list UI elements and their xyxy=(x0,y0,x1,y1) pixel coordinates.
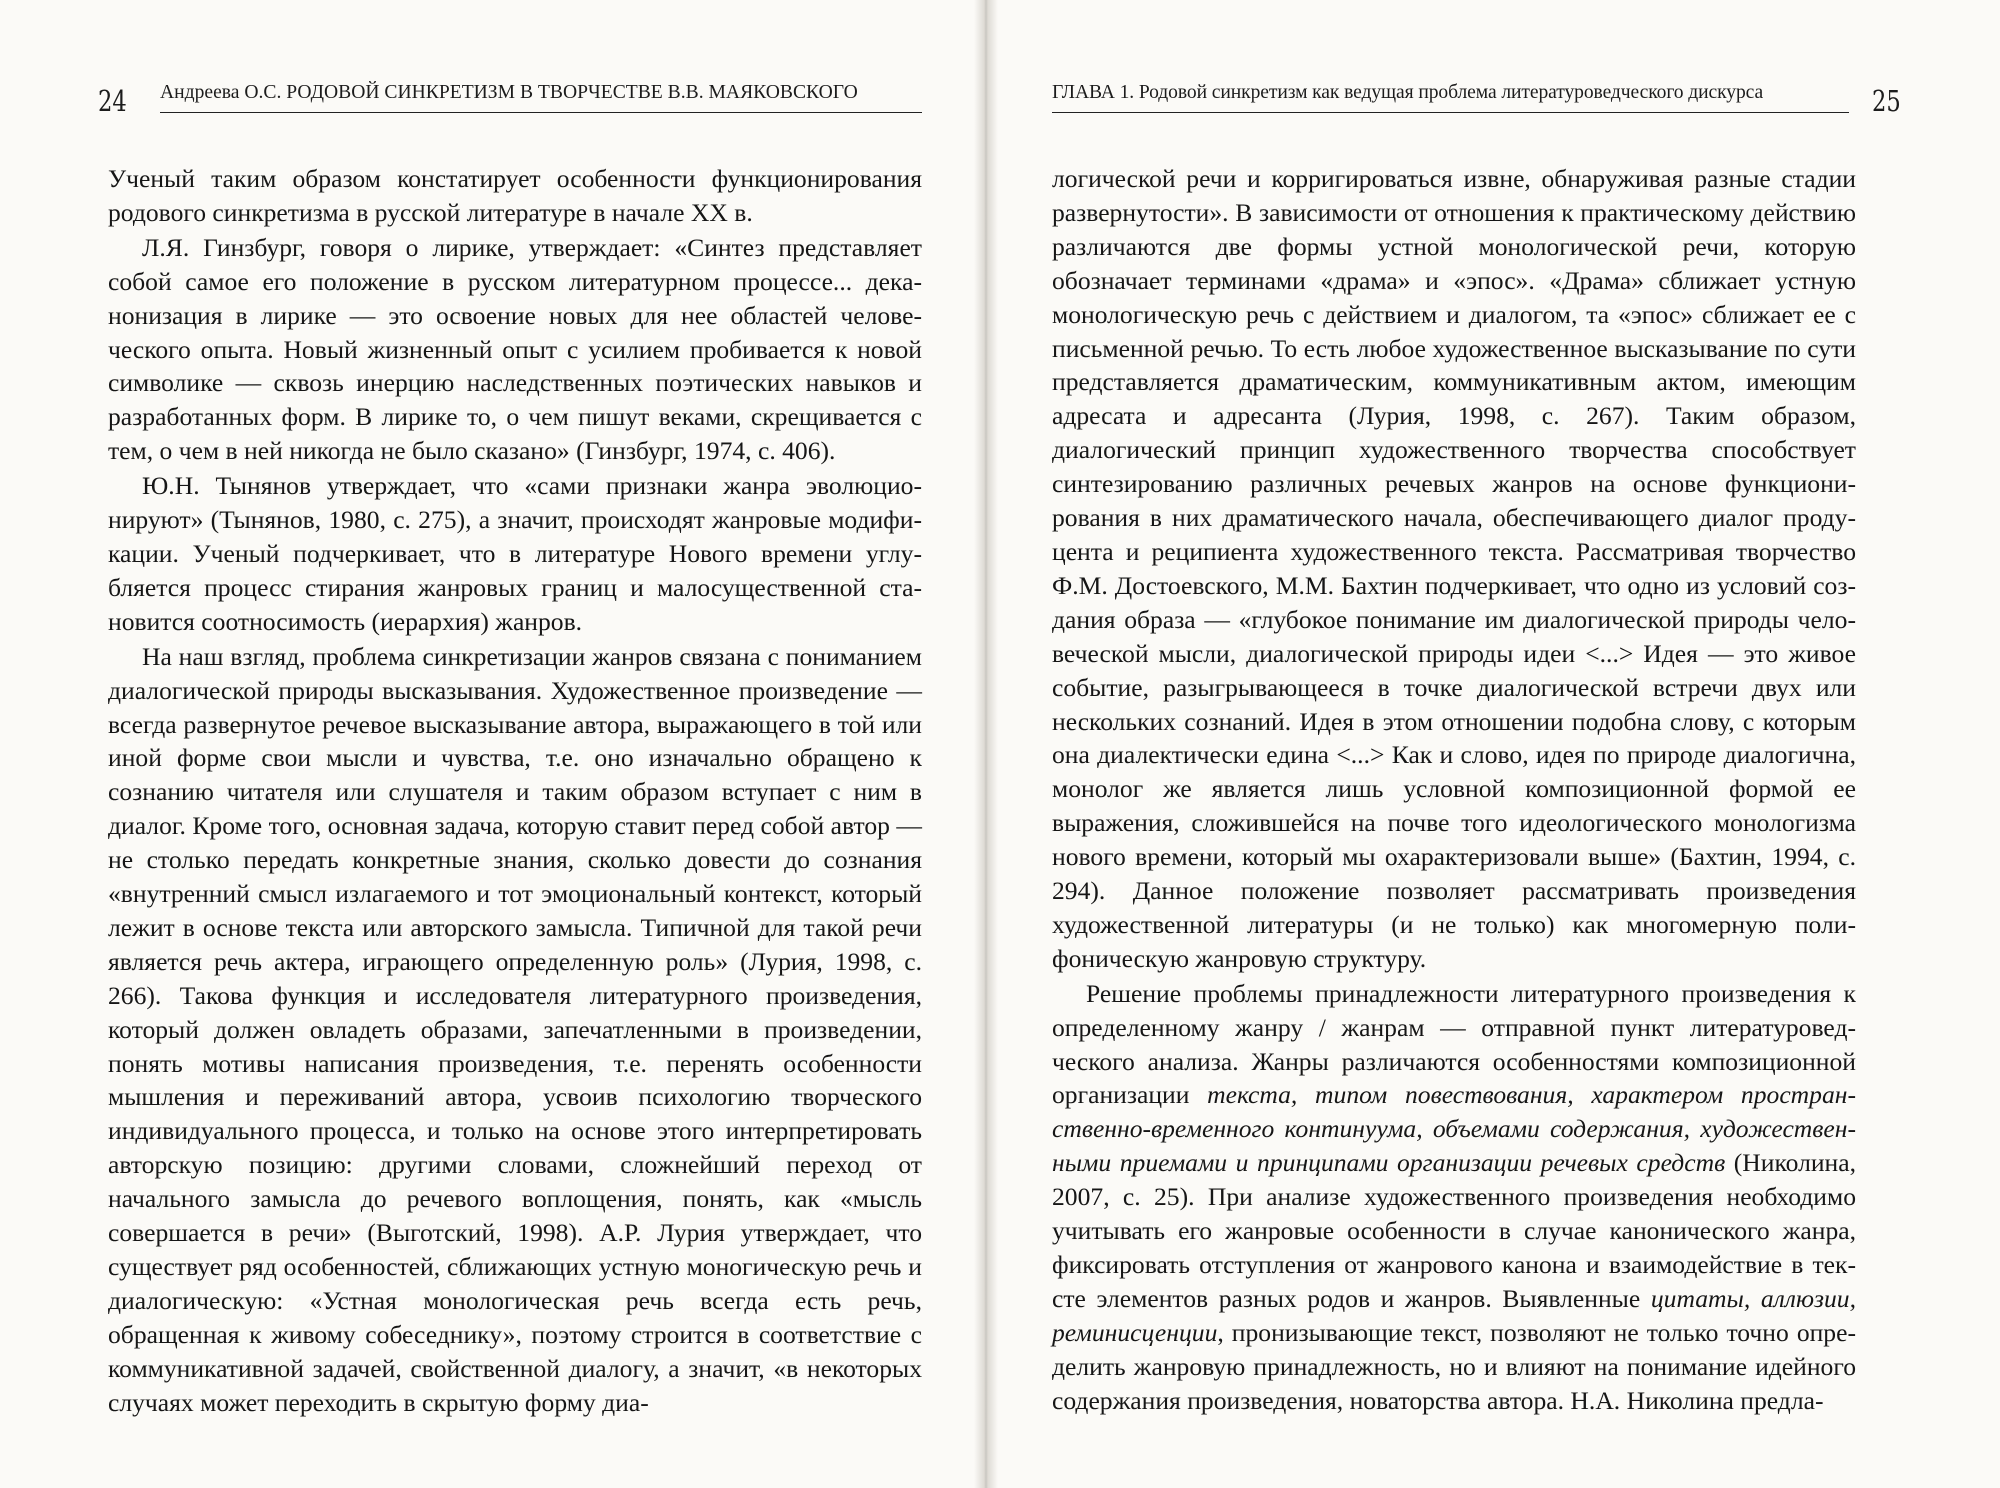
running-head-right: ГЛАВА 1. Родовой синкретизм как ведущая проблема литературоведческого дискурса xyxy=(1052,82,1849,113)
left-page xyxy=(0,0,983,1488)
right-page-text xyxy=(1052,162,1856,1419)
italic-emphasis: текста, типом повествования, характером пространственно-временного континуума, объемами содержания, художественными приемами и принципами организации речевых средств xyxy=(1052,1080,1856,1178)
paragraph: логической речи и корригироваться извне, обнаруживая разные стадии развернутости». В зависимости от отношения к практическому действию различаются две формы устной монологической речи, которую обозначает терминами «драма» и «эпос». «Драма» сближает устную монологическую речь с действием и диалогом, та «эпос» сближает ее с письменной речью. То есть любое художественное высказывание по сути представляется драматическим, коммуникативным актом, имеющим адресата и адресанта (Лурия, 1998, с. 267). Таким образом, диалогический принцип художественного творчества способствует синтезированию различных речевых жанров на основе функционирования в них драматического начала, обеспечивающего диалог продуцента и реципиента художественного текста. Рассматривая творчество Ф.М. Достоевского, М.М. Бахтин подчеркивает, что одно из условий создания образа — «глубокое понимание им диалогической природы человеческой мысли, диалогической природы идеи <...> Идея — это живое событие, разыгрывающееся в точке диалогической встречи двух или нескольких сознаний. Идея в этом отношении подобна слову, с которым она диалектически едина <...> Как и слово, идея по природе диалогична, монолог же является лишь условной композиционной формой ее выражения, сложившейся на почве того идеологического монологизма нового времени, который мы охарактеризовали выше» (Бахтин, 1994, с. 294). Данное положение позволяет рассматривать произведения художественной литературы (и не только) как многомерную полифоническую жанровую структуру. xyxy=(1052,164,1856,973)
paragraph xyxy=(1052,977,1856,1418)
left-page-text xyxy=(108,162,922,1421)
paragraph-text: , пронизывающие текст, позволяют не только точно определить жанровую принадлежность, но и влияют на понимание идейного содержания произведения, новаторства автора. Н.А. Николина предла- xyxy=(1052,1317,1856,1415)
page-number-left: 24 xyxy=(98,84,127,118)
paragraph: Ученый таким образом констатирует особенности функционирования родового синкретизма в русской литературе в начале XX в. xyxy=(108,164,922,227)
paragraph-text: Решение проблемы принадлежности литературного произведения к определенному жанру / жанрам — отправной пункт литературоведческого анализа. Жанры различаются особенностями композиционной организации xyxy=(1052,978,1856,1110)
paragraph-text: (Николина, 2007, с. 25). При анализе художественного произведения необходимо учитывать его жанровые особенности в случае канонического жанра, фиксировать отступления от жанрового канона и взаимодействие в тексте элементов разных родов и жанров. Выявленные xyxy=(1052,1148,1856,1313)
paragraph: На наш взгляд, проблема синкретизации жанров связана с пониманием диалогической природы высказывания. Художественное произведение — всегда развернутое речевое высказывание автора, выражающего в той или иной форме свои мысли и чувства, т.е. оно изначально обращено к сознанию читателя или слушателя и таким образом вступает с ним в диалог. Кроме того, основная задача, которую ставит перед собой автор — не столько передать конкретные знания, сколько довести до сознания «внутренний смысл излагаемого и тот эмоциональный контекст, который лежит в основе текста или авторского замысла. Типичной для такой речи является речь актера, играющего определенную роль» (Лурия, 1998, с. 266). Такова функция и исследователя литературного произведения, который должен овладеть образами, запечатленными в произведении, понять мотивы написания произведения, т.е. перенять особенности мышления и переживаний автора, усвоив психологию творческого индивидуального процесса, и только на основе этого интерпретировать авторскую позицию: другими словами, сложнейший переход от начального замысла до речевого воплощения, понять, как «мысль совершается в речи» (Выготский, 1998). А.Р. Лурия утверждает, что существует ряд особенностей, сближающих устную моногическую речь и диалогическую: «Устная монологическая речь всегда есть речь, обращенная к живому собеседнику», поэтому строится в соответствие с коммуникативной задачей, свойственной диалогу, а значит, «в некоторых случаях может переходить в скрытую форму диа- xyxy=(108,641,922,1417)
paragraph: Л.Я. Гинзбург, говоря о лирике, утверждает: «Синтез представляет собой самое его положение в русском литературном процессе... деканонизация в лирике — это освоение новых для нее областей человеческого опыта. Новый жизненный опыт с усилием пробивается к новой символике — сквозь инерцию наследственных поэтических навыков и разработанных форм. В лирике то, о чем пишут веками, скрещивается с тем, о чем в ней никогда не было сказано» (Гинзбург, 1974, с. 406). xyxy=(108,232,922,466)
italic-emphasis: цитаты, аллюзии, реминисценции xyxy=(1052,1283,1856,1347)
book-gutter xyxy=(974,0,998,1488)
running-head-left: Андреева О.С. РОДОВОЙ СИНКРЕТИЗМ В ТВОРЧЕСТВЕ В.В. МАЯКОВСКОГО xyxy=(160,82,922,113)
page-number-right: 25 xyxy=(1872,84,1901,118)
paragraph: Ю.Н. Тынянов утверждает, что «сами признаки жанра эволюционируют» (Тынянов, 1980, с. 275), а значит, происходят жанровые модификации. Ученый подчеркивает, что в литературе Нового времени углубляется процесс стирания жанровых границ и малосущественной становится соотносимость (иерархия) жанров. xyxy=(108,471,922,636)
